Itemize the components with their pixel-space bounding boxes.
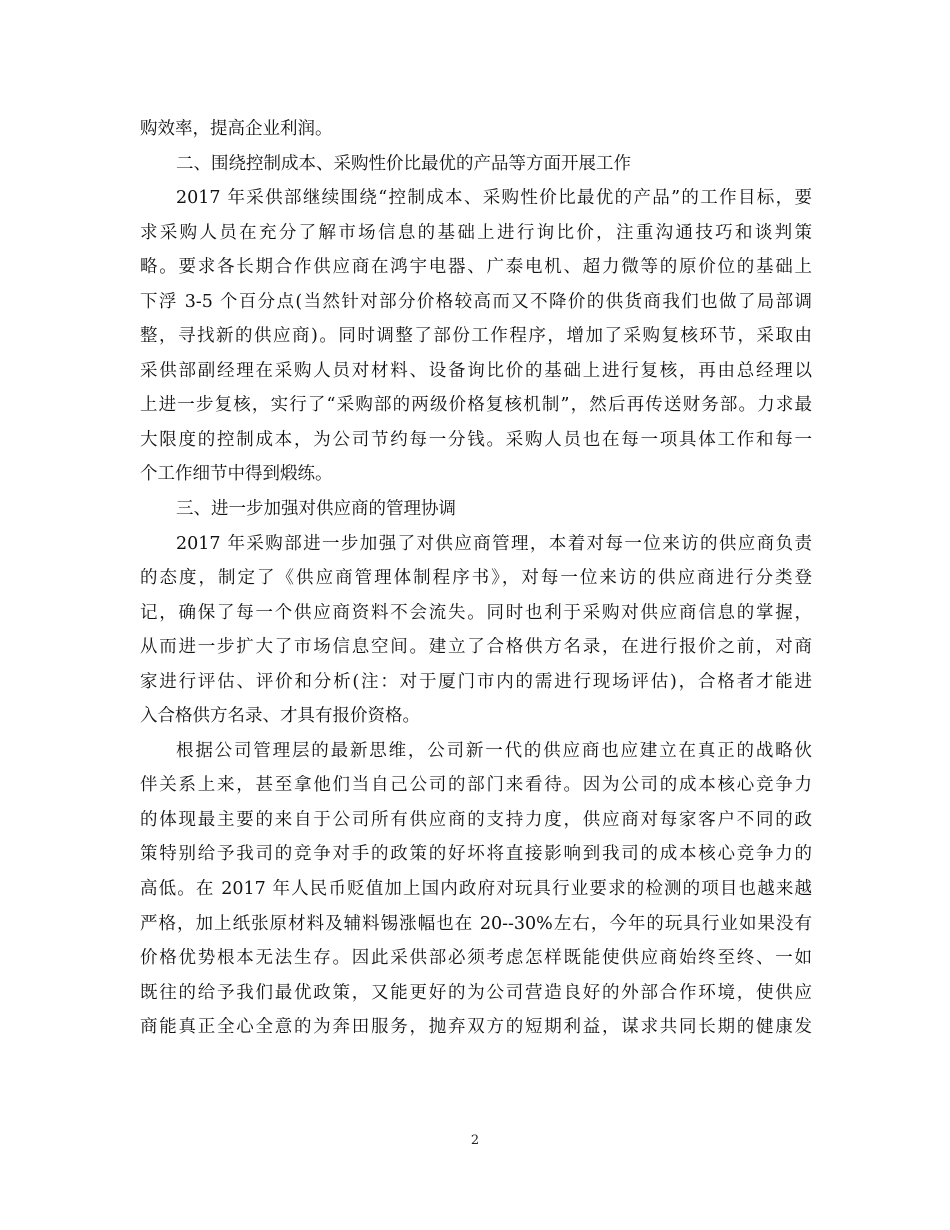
paragraph-line: 记，确保了每一个供应商资料不会流失。同时也利于采购对供应商信息的掌握， [140,602,812,623]
paragraph-line: 入合格供方名录、才具有报价资格。 [140,706,420,727]
paragraph-line: 大限度的控制成本，为公司节约每一分钱。采购人员也在每一项具体工作和每一 [140,429,812,450]
paragraph-line: 伴关系上来，甚至拿他们当自己公司的部门来看待。因为公司的成本核心竞争力 [140,775,812,796]
paragraph-line: 家进行评估、评价和分析(注：对于厦门市内的需进行现场评估)，合格者才能进 [140,671,812,692]
section-heading-2: 二、围绕控制成本、采购性价比最优的产品等方面开展工作 [176,153,631,174]
paragraph-line: 价格优势根本无法生存。因此采供部必须考虑怎样既能使供应商始终至终、一如 [140,948,812,969]
continuation-line: 购效率，提高企业利润。 [140,119,333,139]
paragraph-line: 的体现最主要的来自于公司所有供应商的支持力度，供应商对每家客户不同的政 [140,809,812,830]
paragraph-line: 2017 年采购部进一步加强了对供应商管理，本着对每一位来访的供应商负责 [176,533,812,554]
paragraph-line: 略。要求各长期合作供应商在鸿宇电器、广泰电机、超力微等的原价位的基础上 [140,257,812,278]
paragraph-line: 的态度，制定了《供应商管理体制程序书》，对每一位来访的供应商进行分类登 [140,568,812,589]
paragraph-line: 个工作细节中得到煅练。 [140,464,333,485]
paragraph-strategic-partnership [140,734,812,1045]
paragraph-supplier-management [140,527,812,734]
section-heading-3: 三、进一步加强对供应商的管理协调 [176,499,456,520]
paragraph-line: 严格，加上纸张原材料及辅料锡涨幅也在 20--30%左右，今年的玩具行业如果没有 [140,913,812,934]
paragraph-line: 策特别给予我司的竞争对手的政策的好坏将直接影响到我司的成本核心竞争力的 [140,844,812,865]
paragraph-line: 整，寻找新的供应商)。同时调整了部份工作程序，增加了采购复核环节，采取由 [140,326,812,347]
paragraph-line: 2017 年采供部继续围绕“控制成本、采购性价比最优的产品”的工作目标，要 [176,188,812,209]
paragraph-cost-control [140,181,812,492]
paragraph-line: 根据公司管理层的最新思维，公司新一代的供应商也应建立在真正的战略伙 [176,740,812,761]
page-number: 2 [470,1133,480,1148]
paragraph-line: 高低。在 2017 年人民币贬值加上国内政府对玩具行业要求的检测的项目也越来越 [140,879,812,900]
paragraph-line: 上进一步复核，实行了“采购部的两级价格复核机制”，然后再传送财务部。力求最 [140,395,812,416]
paragraph-line: 商能真正全心全意的为奔田服务，抛弃双方的短期利益，谋求共同长期的健康发 [140,1017,812,1038]
paragraph-line: 采供部副经理在采购人员对材料、设备询比价的基础上进行复核，再由总经理以 [140,360,812,381]
paragraph-line: 从而进一步扩大了市场信息空间。建立了合格供方名录，在进行报价之前，对商 [140,637,812,658]
paragraph-line: 下浮 3-5 个百分点(当然针对部分价格较高而又不降价的供货商我们也做了局部调 [140,291,812,312]
paragraph-line: 既往的给予我们最优政策，又能更好的为公司营造良好的外部合作环境，使供应 [140,982,812,1003]
paragraph-line: 求采购人员在充分了解市场信息的基础上进行询比价，注重沟通技巧和谈判策 [140,222,812,243]
document-body [140,112,812,1045]
